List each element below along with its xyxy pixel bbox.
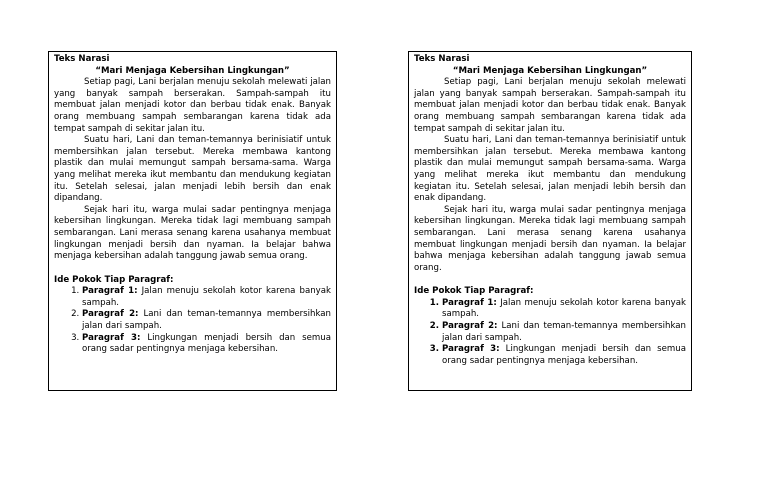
main-ideas-heading: Ide Pokok Tiap Paragraf: [414, 286, 534, 297]
main-ideas-list [54, 286, 331, 356]
story-paragraph-2: Suatu hari, Lani dan teman-temannya berinisiatif untuk membersihkan jalan tersebut. Mereka membawa kantong plastik dan mulai memungut sampah bersama-sama. Warga yang melihat mereka ikut membantu dan mendukung kegiatan itu. Setelah selesai, jalan menjadi lebih bersih dan enak dipandang. [414, 135, 686, 204]
document-card-left [48, 51, 337, 391]
story-paragraph-2: Suatu hari, Lani dan teman-temannya berinisiatif untuk membersihkan jalan tersebut. Mereka membawa kantong plastik dan mulai memungut sampah bersama-sama. Warga yang melihat mereka ikut membantu dan mendukung kegiatan itu. Setelah selesai, jalan menjadi lebih bersih dan enak dipandang. [54, 135, 331, 204]
main-idea-item-2 [82, 309, 331, 332]
main-idea-text: Lani dan teman-temannya membersihkan jalan dari sampah. [442, 321, 686, 343]
story-title: “Mari Menjaga Kebersihan Lingkungan” [95, 65, 290, 76]
main-ideas-heading: Ide Pokok Tiap Paragraf: [54, 274, 174, 285]
main-idea-label: Paragraf 1: [82, 286, 138, 297]
main-idea-label: Paragraf 3: [442, 344, 500, 355]
main-idea-text: Jalan menuju sekolah kotor karena banyak sampah. [442, 297, 686, 320]
story-paragraph-1: Setiap pagi, Lani berjalan menuju sekolah melewati jalan yang banyak sampah berserakan. Sampah-sampah itu membuat jalan menjadi kotor dan berbau tidak enak. Banyak orang membuang sampah sembarangan karena tidak ada tempat sampah di sekitar jalan itu. [414, 77, 686, 134]
main-idea-text: Jalan menuju sekolah kotor karena banyak sampah. [82, 286, 331, 308]
story-title: “Mari Menjaga Kebersihan Lingkungan” [452, 65, 648, 76]
story-paragraph-3: Sejak hari itu, warga mulai sadar pentingnya menjaga kebersihan lingkungan. Mereka tidak lagi membuang sampah sembarangan. Lani merasa senang karena usahanya membuat lingkungan menjadi bersih dan nyaman. Ia belajar bahwa menjaga kebersihan adalah tanggung jawab semua orang. [414, 204, 686, 273]
main-idea-item-3 [82, 333, 331, 356]
main-idea-label: Paragraf 3: [82, 332, 141, 343]
document-heading: Teks Narasi [54, 54, 110, 64]
main-idea-item-2 [442, 321, 686, 344]
main-idea-label: Paragraf 1: [442, 297, 497, 308]
document-heading: Teks Narasi [414, 54, 470, 64]
main-idea-text: Lingkungan menjadi bersih dan semua orang sadar pentingnya menjaga kebersihan. [82, 332, 331, 355]
main-idea-text: Lingkungan menjadi bersih dan semua orang sadar pentingnya menjaga kebersihan. [442, 344, 686, 366]
main-idea-text: Lani dan teman-temannya membersihkan jalan dari sampah. [82, 309, 331, 332]
main-idea-label: Paragraf 2: [82, 309, 139, 320]
story-paragraph-3: Sejak hari itu, warga mulai sadar pentingnya menjaga kebersihan lingkungan. Mereka tidak lagi membuang sampah sembarangan. Lani merasa senang karena usahanya membuat lingkungan menjadi bersih dan nyaman. Ia belajar bahwa menjaga kebersihan adalah tanggung jawab semua orang. [54, 204, 331, 262]
document-card-right [408, 51, 692, 391]
main-ideas-list [414, 298, 686, 368]
main-idea-item-3 [442, 344, 686, 367]
main-idea-item-1 [442, 298, 686, 321]
main-idea-label: Paragraf 2: [442, 321, 498, 332]
story-paragraph-1: Setiap pagi, Lani berjalan menuju sekolah melewati jalan yang banyak sampah berserakan. Sampah-sampah itu membuat jalan menjadi kotor dan berbau tidak enak. Banyak orang membuang sampah sembarangan karena tidak ada tempat sampah di sekitar jalan itu. [54, 77, 331, 134]
main-idea-item-1 [82, 286, 331, 309]
